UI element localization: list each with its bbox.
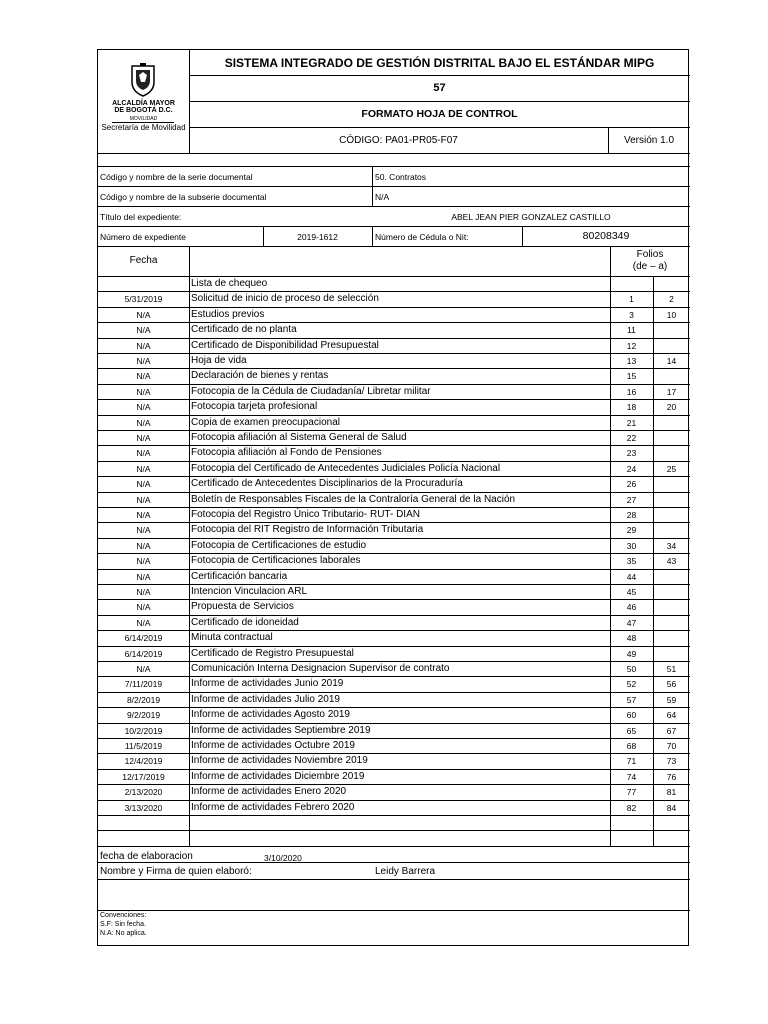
convenciones-title: Convenciones: <box>100 912 147 919</box>
row-descripcion: Fotocopia afiliación al Fondo de Pensiones <box>191 447 382 459</box>
row-folio-desde: 74 <box>626 771 637 782</box>
row-fecha: 10/2/2019 <box>124 725 163 736</box>
row-fecha: N/A <box>136 356 151 366</box>
row-folio-desde: 18 <box>626 402 637 413</box>
table-row <box>98 538 690 553</box>
cedula-label: Número de Cédula o Nit: <box>375 232 469 242</box>
table-row <box>98 492 690 507</box>
row-folio-desde: 45 <box>626 587 637 597</box>
row-folio-desde: 50 <box>626 664 637 674</box>
row-fecha: N/A <box>136 510 151 520</box>
table-row <box>98 445 690 460</box>
row-descripcion: Informe de actividades Enero 2020 <box>191 786 347 798</box>
row-descripcion: Lista de chequeo <box>191 278 268 289</box>
row-fecha: N/A <box>136 587 151 597</box>
row-descripcion: Informe de actividades Julio 2019 <box>191 693 340 705</box>
row-folio-desde: 71 <box>626 756 637 767</box>
table-row <box>98 307 690 322</box>
row-folio-hasta: 84 <box>666 802 677 813</box>
table-row <box>98 507 690 522</box>
row-fecha: 12/4/2019 <box>124 756 163 767</box>
row-descripcion: Minuta contractual <box>191 632 273 644</box>
document-title: SISTEMA INTEGRADO DE GESTIÓN DISTRITAL BAJO EL ESTÁNDAR MIPG <box>224 56 655 70</box>
table-row <box>98 661 690 676</box>
row-folio-desde: 57 <box>626 694 637 705</box>
row-descripcion: Propuesta de Servicios <box>191 601 294 613</box>
row-descripcion: Informe de actividades Junio 2019 <box>191 678 344 690</box>
table-row <box>98 338 690 353</box>
row-fecha: N/A <box>136 371 151 382</box>
row-descripcion: Fotocopia tarjeta profesional <box>191 401 318 413</box>
col-header-folios: Folios <box>636 249 664 260</box>
row-folio-desde: 1 <box>629 294 634 305</box>
document-number: 57 <box>433 82 446 94</box>
table-row <box>98 291 690 306</box>
table-row <box>98 399 690 414</box>
table-row <box>98 707 690 722</box>
row-folio-hasta: 51 <box>666 664 677 674</box>
row-descripcion: Copia de examen preocupacional <box>191 416 340 428</box>
nombre-firma-value: Leidy Barrera <box>375 866 436 877</box>
row-folio-desde: 44 <box>626 571 637 582</box>
row-descripcion: Fotocopia del RIT Registro de Información Tributaria <box>191 524 424 536</box>
row-folio-desde: 15 <box>626 371 637 382</box>
row-fecha: N/A <box>136 494 151 505</box>
table-row <box>98 584 690 599</box>
row-fecha: 2/13/2020 <box>124 787 163 798</box>
row-fecha: 12/17/2019 <box>122 771 165 782</box>
row-fecha: N/A <box>136 540 151 551</box>
row-descripcion: Solicitud de inicio de proceso de selección <box>191 293 379 305</box>
row-folio-hasta: 20 <box>666 402 677 413</box>
row-folio-desde: 65 <box>626 725 637 736</box>
row-folio-desde: 49 <box>626 648 637 659</box>
row-folio-desde: 60 <box>626 710 637 721</box>
row-fecha: N/A <box>136 325 151 336</box>
row-folio-hasta: 76 <box>666 771 677 782</box>
row-folio-desde: 29 <box>626 525 637 536</box>
row-folio-desde: 24 <box>626 463 637 474</box>
fecha-elaboracion-label: fecha de elaboracion <box>100 851 193 862</box>
row-folio-hasta: 67 <box>666 725 677 736</box>
row-descripcion: Informe de actividades Noviembre 2019 <box>191 755 368 767</box>
row-folio-desde: 77 <box>626 787 637 798</box>
row-folio-hasta: 73 <box>666 756 677 767</box>
row-folio-hasta: 81 <box>666 787 677 798</box>
row-descripcion: Declaración de bienes y rentas <box>191 370 329 382</box>
row-folio-hasta: 34 <box>666 540 677 551</box>
serie-value: 50. Contratos <box>375 172 427 182</box>
row-folio-desde: 35 <box>626 556 637 567</box>
table-row <box>98 630 690 645</box>
row-folio-hasta: 25 <box>666 463 677 474</box>
row-descripcion: Informe de actividades Septiembre 2019 <box>191 724 371 736</box>
row-fecha: N/A <box>136 340 151 351</box>
table-row <box>98 815 690 830</box>
row-fecha: N/A <box>136 602 151 613</box>
table-row <box>98 753 690 768</box>
row-fecha: 6/14/2019 <box>124 648 163 659</box>
row-folio-desde: 82 <box>626 802 637 813</box>
table-row <box>98 784 690 799</box>
row-folio-desde: 22 <box>626 433 637 443</box>
table-row <box>98 353 690 368</box>
table-row <box>98 553 690 568</box>
row-fecha: N/A <box>136 525 151 536</box>
row-descripcion: Certificado de idoneidad <box>191 616 299 628</box>
row-fecha: 11/5/2019 <box>124 741 163 751</box>
row-fecha: N/A <box>136 448 151 459</box>
row-folio-desde: 28 <box>626 510 637 520</box>
table-row <box>98 738 690 753</box>
table-row <box>98 646 690 661</box>
row-descripcion: Intencion Vinculacion ARL <box>191 586 308 597</box>
convencion-no-aplica: N.A: No aplica. <box>100 930 147 937</box>
table-row <box>98 368 690 383</box>
numero-expediente-value: 2019-1612 <box>297 232 338 242</box>
row-folio-desde: 16 <box>626 386 637 397</box>
convencion-sin-fecha: S.F: Sin fecha. <box>100 921 146 928</box>
control-sheet <box>97 49 689 946</box>
row-fecha: N/A <box>136 417 151 428</box>
row-fecha: N/A <box>136 309 151 320</box>
control-table-body <box>98 276 690 846</box>
titulo-value: ABEL JEAN PIER GONZALEZ CASTILLO <box>451 212 611 222</box>
format-title: FORMATO HOJA DE CONTROL <box>361 108 518 120</box>
row-fecha: N/A <box>136 479 151 490</box>
table-row <box>98 522 690 537</box>
row-fecha: N/A <box>136 664 151 674</box>
row-fecha: N/A <box>136 556 151 567</box>
row-descripcion: Hoja de vida <box>191 355 247 366</box>
row-fecha: 5/31/2019 <box>124 294 163 305</box>
row-folio-desde: 26 <box>626 479 637 490</box>
table-row <box>98 615 690 630</box>
row-fecha: N/A <box>136 386 151 397</box>
row-descripcion: Certificado de Registro Presupuestal <box>191 647 354 659</box>
serie-label: Código y nombre de la serie documental <box>100 172 253 182</box>
row-fecha: 8/2/2019 <box>126 694 161 705</box>
row-folio-desde: 23 <box>626 448 637 459</box>
format-code: CÓDIGO: PA01-PR05-F07 <box>339 135 458 146</box>
table-row <box>98 415 690 430</box>
table-row <box>98 769 690 784</box>
format-version: Versión 1.0 <box>623 135 675 146</box>
subserie-label: Código y nombre de la subserie documental <box>100 192 267 202</box>
row-folio-desde: 27 <box>626 494 637 505</box>
subserie-value: N/A <box>375 192 390 202</box>
row-descripcion: Certificado de Antecedentes Disciplinarios de la Procuraduría <box>191 478 463 490</box>
row-folio-desde: 47 <box>626 617 637 628</box>
row-descripcion: Certificación bancaria <box>191 570 288 582</box>
table-row <box>98 569 690 584</box>
row-folio-desde: 11 <box>627 325 636 336</box>
table-row <box>98 800 690 815</box>
row-folio-desde: 13 <box>626 356 637 366</box>
table-row <box>98 384 690 399</box>
row-folio-desde: 68 <box>626 741 637 751</box>
row-folio-desde: 3 <box>629 309 634 320</box>
row-descripcion: Estudios previos <box>191 308 265 320</box>
numero-expediente-label: Número de expediente <box>100 232 187 242</box>
row-fecha: 9/2/2019 <box>126 710 161 721</box>
row-folio-desde: 48 <box>626 633 637 644</box>
row-fecha: N/A <box>136 571 151 582</box>
row-folio-hasta: 64 <box>666 710 677 721</box>
row-descripcion: Fotocopia del Certificado de Antecedentes Judiciales Policía Nacional <box>191 462 501 474</box>
row-descripcion: Certificado de Disponibilidad Presupuestal <box>191 339 379 351</box>
row-folio-hasta: 2 <box>669 294 674 305</box>
table-row <box>98 461 690 476</box>
row-fecha: N/A <box>136 433 151 443</box>
row-fecha: N/A <box>136 402 151 413</box>
row-fecha: N/A <box>136 463 151 474</box>
row-descripcion: Informe de actividades Febrero 2020 <box>191 801 355 813</box>
titulo-label: Título del expediente: <box>100 212 182 222</box>
row-folio-hasta: 70 <box>666 741 677 751</box>
table-row <box>98 476 690 491</box>
fecha-elaboracion-value: 3/10/2020 <box>264 853 302 863</box>
row-descripcion: Comunicación Interna Designacion Supervisor de contrato <box>191 663 450 674</box>
row-descripcion: Fotocopia del Registro Único Tributario- RUT- DIAN <box>191 509 420 520</box>
row-fecha: 3/13/2020 <box>124 802 163 813</box>
cedula-value: 80208349 <box>582 230 630 242</box>
nombre-firma-label: Nombre y Firma de quien elaboró: <box>100 866 252 877</box>
table-row <box>98 692 690 707</box>
row-fecha: 6/14/2019 <box>124 633 163 644</box>
bogota-coat-of-arms-logo <box>128 62 158 98</box>
row-descripcion: Informe de actividades Agosto 2019 <box>191 709 350 721</box>
logo-line-2: DE BOGOTÁ D.C. <box>114 107 173 114</box>
row-folio-hasta: 43 <box>666 556 677 567</box>
row-fecha: 7/11/2019 <box>124 679 163 690</box>
logo-line-3: MOVILIDAD <box>129 116 158 122</box>
row-folio-desde: 30 <box>626 540 637 551</box>
row-folio-desde: 12 <box>626 340 637 351</box>
table-row <box>98 276 690 291</box>
row-folio-desde: 52 <box>626 679 637 690</box>
table-row <box>98 599 690 614</box>
col-header-fecha: Fecha <box>129 255 158 266</box>
table-row <box>98 430 690 445</box>
logo-line-1: ALCALDÍA MAYOR <box>112 100 175 107</box>
table-row <box>98 723 690 738</box>
row-descripcion: Certificado de no planta <box>191 324 297 336</box>
row-fecha: N/A <box>136 617 151 628</box>
row-descripcion: Fotocopia de la Cédula de Ciudadanía/ Libretar militar <box>191 385 431 397</box>
row-folio-desde: 21 <box>626 417 637 428</box>
row-descripcion: Informe de actividades Octubre 2019 <box>191 740 355 751</box>
row-folio-desde: 46 <box>626 602 637 613</box>
row-descripcion: Fotocopia afiliación al Sistema General de Salud <box>191 432 407 443</box>
row-folio-hasta: 10 <box>666 309 677 320</box>
col-header-folios-range: (de – a) <box>632 261 668 272</box>
row-folio-hasta: 14 <box>666 356 677 366</box>
logo-department: Secretaría de Movilidad <box>101 123 186 132</box>
row-descripcion: Informe de actividades Diciembre 2019 <box>191 770 365 782</box>
row-folio-hasta: 17 <box>666 386 677 397</box>
row-descripcion: Fotocopia de Certificaciones laborales <box>191 555 361 567</box>
table-row <box>98 322 690 337</box>
row-folio-hasta: 59 <box>666 694 677 705</box>
row-descripcion: Fotocopia de Certificaciones de estudio <box>191 539 367 551</box>
table-row <box>98 676 690 691</box>
row-folio-hasta: 56 <box>666 679 677 690</box>
table-row <box>98 830 690 845</box>
row-descripcion: Boletín de Responsables Fiscales de la Contraloría General de la Nación <box>191 493 516 505</box>
